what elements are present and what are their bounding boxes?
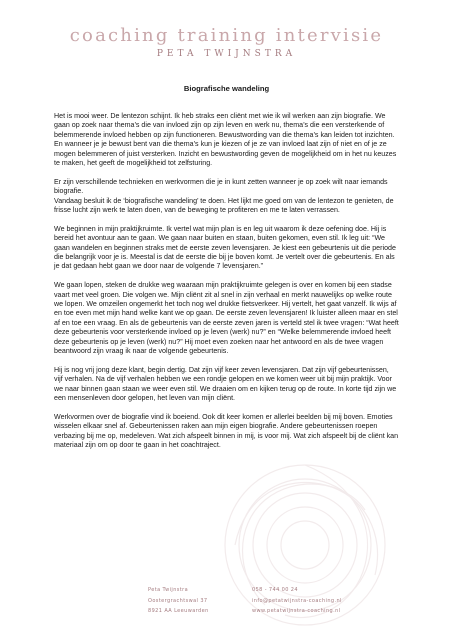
- document-title: Biografische wandeling: [183, 84, 270, 93]
- brand-tagline: coaching training intervisie: [69, 25, 384, 46]
- paragraph-6: Werkvormen over de biografie vind ik boeiend. Ook dit keer komen er allerlei beelden bij mij boven. Emoties wisselen elkaar snel af. Gebeurtenissen raken aan mijn eigen biografie. Andere gebeurtenissen roepen verbazing bij me op, medeleven. Wat zich afspeelt binnen in mij, is voor mij. Wat zich afspeelt bij de cliënt kan materiaal zijn om op door te gaan in het coachtraject.: [54, 412, 399, 450]
- document-body: [54, 112, 399, 460]
- footer-street: Oostergrachtswal 37: [148, 597, 208, 604]
- footer-contact: [252, 585, 342, 617]
- paragraph-2: Er zijn verschillende technieken en werkvormen die je in kunt zetten wanneer je op zoek wilt naar iemands biografie. Vandaag besluit ik de ‘biografische wandeling’ te doen. Het lijkt me goed om van de lentezon te genieten, de frisse lucht zijn werk te laten doen, van de beweging te profiteren en me te laten verrassen.: [54, 177, 394, 215]
- paragraph-5: Hij is nog vrij jong deze klant, begin dertig. Dat zijn vijf keer zeven levensjaren. Dat zijn vijf gebeurtenissen, vijf verhalen. Na de vijf verhalen hebben we een rondje gelopen en we komen weer uit bij mijn praktijk. Voor we naar binnen gaan staan we weer even stil. We draaien om en kijken terug op de route. In korte tijd zijn we een mensenleven door gelopen, het leven van mijn cliënt.: [54, 365, 397, 403]
- footer-city: 8921 AA Leeuwarden: [148, 608, 209, 614]
- paragraph-1: Het is mooi weer. De lentezon schijnt. Ik heb straks een cliënt met wie ik wil werken aan zijn biografie. We gaan op zoek naar thema’s die van invloed zijn op zijn leven en werk nu, thema’s die een versterkende of belemmerende invloed hebben op zijn functioneren. Bewustwording van die thema’s kan leiden tot inzichten. En wanneer je je bewust bent van die thema’s kun je kiezen of je ze van invloed laat zijn of niet en of je ze mogen belemmeren of juist versterken. Inzicht en bewustwording geven de mogelijkheid om in het nu keuzes te maken, het geeft de mogelijkheid tot zelfsturing.: [54, 112, 397, 168]
- footer-website[interactable]: www.petatwijnstra-coaching.nl: [252, 608, 341, 614]
- footer-address: [148, 585, 209, 617]
- footer-phone: 058 - 744 00 24: [252, 587, 298, 593]
- paragraph-3: We beginnen in mijn praktijkruimte. Ik vertel wat mijn plan is en leg uit waarom ik deze oefening doe. Hij is bereid het avontuur aan te gaan. We gaan naar buiten en staan, buiten gekomen, even stil. Ik leg uit: “We gaan wandelen en beginnen straks met de eerste zeven levensjaren. Je kiest een gebeurtenis uit die periode die belangrijk voor je is. Meestal is dat de eerste die bij je boven komt. Je vertelt over die gebeurtenis. En als je dat gedaan hebt gaan we door naar de volgende 7 levensjaren.”: [54, 224, 396, 271]
- paragraph-4: We gaan lopen, steken de drukke weg waaraan mijn praktijkruimte gelegen is over en komen bij een stadse vaart met veel groen. Die volgen we. Mijn cliënt zit al snel in zijn verhaal en merkt nauwelijks op welke route we lopen. We omzeilen ongemerkt het toch nog wel drukke fietsverkeer. Hij vertelt, het gaat vanzelf. Ik wijs af en toe even met mijn hand welke kant we op gaan. De eerste zeven levensjaren! Ik luister alleen maar en stel af en toe een vraag. En als de gebeurtenis van de eerste zeven jaren is verteld stel ik twee vragen: “Wat heeft deze gebeurtenis voor versterkende invloed op je leven (werk) nu?” en “Welke belemmerende invloed heeft deze gebeurtenis op je leven (werk) nu?” Hij moet even zoeken naar het antwoord en als de twee vragen beantwoord zijn vraag ik naar de volgende gebeurtenis.: [54, 281, 399, 356]
- brand-name: PETA TWIJNSTRA: [156, 49, 297, 59]
- footer-email[interactable]: info@petatwijnstra-coaching.nl: [252, 597, 342, 604]
- footer-name: Peta Twijnstra: [148, 587, 189, 593]
- letterhead: [0, 26, 453, 60]
